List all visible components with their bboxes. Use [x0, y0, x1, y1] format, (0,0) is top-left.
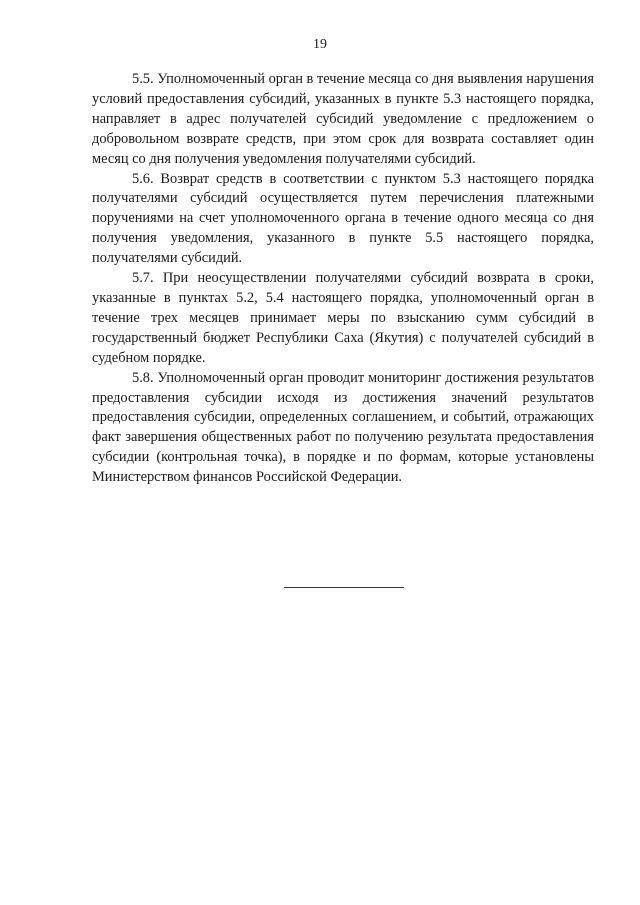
paragraph-5-6: 5.6. Возврат средств в соответствии с пунктом 5.3 настоящего порядка получателями субсидий осуществляется путем перечисления платежными поручениями на счет уполномоченного органа в течение одного месяца со дня получения уведомления, указанного в пункте 5.5 настоящего порядка, получателями субсидий. [92, 170, 594, 267]
paragraph-5-7: 5.7. При неосуществлении получателями субсидий возврата в сроки, указанные в пунктах 5.2, 5.4 настоящего порядка, уполномоченный орган в течение трех месяцев принимает меры по взысканию сумм субсидий в государственный бюджет Республики Саха (Якутия) с получателей субсидий в судебном порядке. [92, 270, 594, 366]
document-body [92, 70, 594, 488]
paragraph-5-5: 5.5. Уполномоченный орган в течение месяца со дня выявления нарушения условий предоставления субсидий, указанных в пункте 5.3 настоящего порядка, направляет в адрес получателей субсидий уведомление с предложением о добровольном возврате средств, при этом срок для возврата составляет один месяц со дня получения уведомления получателями субсидий. [92, 71, 594, 167]
end-separator-line [284, 587, 404, 588]
page-number: 19 [313, 37, 327, 52]
paragraph-5-8: 5.8. Уполномоченный орган проводит мониторинг достижения результатов предоставления субсидии исходя из достижения значений результатов предоставления субсидии, определенных соглашением, и событий, отражающих факт завершения общественных работ по получению результата предоставления субсидии (контрольная точка), в порядке и по формам, которые установлены Министерством финансов Российской Федерации. [92, 369, 594, 486]
